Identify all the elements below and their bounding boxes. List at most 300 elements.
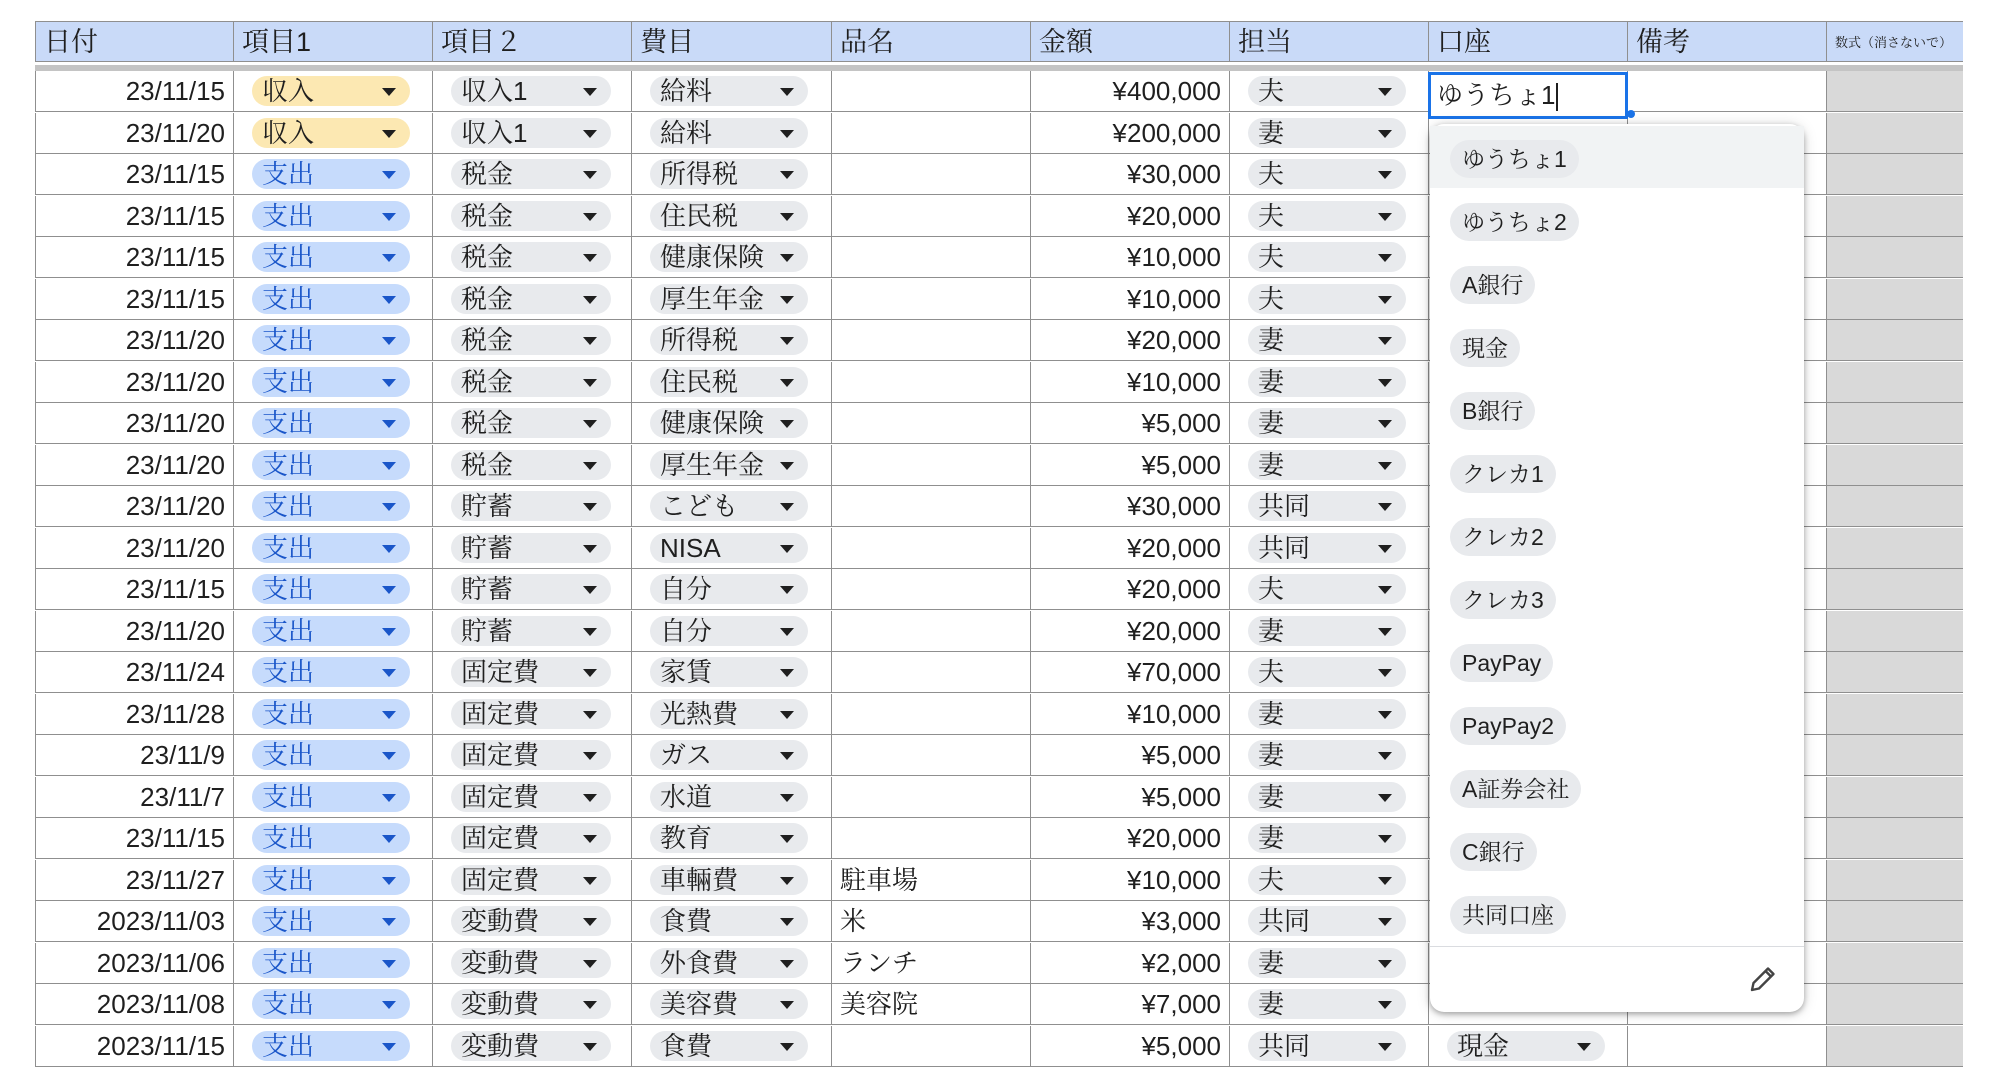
amount-cell[interactable]: ¥10,000 bbox=[1031, 860, 1230, 901]
date-cell[interactable]: 2023/11/08 bbox=[35, 984, 234, 1025]
formula-cell[interactable] bbox=[1827, 652, 1963, 693]
chevron-down-icon[interactable] bbox=[1378, 420, 1392, 428]
notes-cell[interactable] bbox=[1628, 1026, 1827, 1067]
item-cell[interactable] bbox=[632, 71, 832, 112]
chevron-down-icon[interactable] bbox=[583, 586, 597, 594]
type-cell[interactable] bbox=[234, 237, 433, 278]
person-cell[interactable] bbox=[1230, 154, 1429, 195]
item-chip[interactable] bbox=[650, 242, 808, 272]
name-cell[interactable]: ランチ bbox=[832, 943, 1031, 984]
header-formula[interactable]: 数式（消さないで） bbox=[1827, 21, 1963, 62]
name-cell[interactable] bbox=[832, 652, 1031, 693]
person-chip[interactable] bbox=[1248, 574, 1406, 604]
formula-cell[interactable] bbox=[1827, 860, 1963, 901]
amount-cell[interactable]: ¥3,000 bbox=[1031, 901, 1230, 942]
item-cell[interactable] bbox=[632, 445, 832, 486]
dropdown-option[interactable] bbox=[1430, 189, 1804, 251]
person-chip[interactable] bbox=[1248, 325, 1406, 355]
chevron-down-icon[interactable] bbox=[382, 835, 396, 843]
chevron-down-icon[interactable] bbox=[583, 420, 597, 428]
chevron-down-icon[interactable] bbox=[1378, 1043, 1392, 1051]
category-cell[interactable] bbox=[433, 860, 632, 901]
name-cell[interactable] bbox=[832, 320, 1031, 361]
item-chip[interactable] bbox=[650, 657, 808, 687]
date-cell[interactable]: 2023/11/03 bbox=[35, 901, 234, 942]
chevron-down-icon[interactable] bbox=[780, 586, 794, 594]
chevron-down-icon[interactable] bbox=[780, 296, 794, 304]
person-chip[interactable] bbox=[1248, 118, 1406, 148]
person-chip[interactable] bbox=[1248, 1031, 1406, 1061]
formula-cell[interactable] bbox=[1827, 818, 1963, 859]
chevron-down-icon[interactable] bbox=[780, 752, 794, 760]
chevron-down-icon[interactable] bbox=[780, 835, 794, 843]
dropdown-option[interactable] bbox=[1430, 504, 1804, 566]
dropdown-option[interactable] bbox=[1430, 882, 1804, 944]
category-chip[interactable] bbox=[451, 408, 611, 438]
chevron-down-icon[interactable] bbox=[1378, 503, 1392, 511]
item-chip[interactable] bbox=[650, 284, 808, 314]
person-cell[interactable] bbox=[1230, 569, 1429, 610]
person-chip[interactable] bbox=[1248, 491, 1406, 521]
chevron-down-icon[interactable] bbox=[780, 960, 794, 968]
type-chip[interactable] bbox=[252, 367, 410, 397]
formula-cell[interactable] bbox=[1827, 403, 1963, 444]
type-cell[interactable] bbox=[234, 1026, 433, 1067]
chevron-down-icon[interactable] bbox=[382, 586, 396, 594]
type-chip[interactable] bbox=[252, 159, 410, 189]
item-chip[interactable] bbox=[650, 574, 808, 604]
date-cell[interactable]: 23/11/15 bbox=[35, 237, 234, 278]
type-cell[interactable] bbox=[234, 694, 433, 735]
formula-cell[interactable] bbox=[1827, 445, 1963, 486]
person-cell[interactable] bbox=[1230, 1026, 1429, 1067]
dropdown-option[interactable] bbox=[1430, 126, 1804, 188]
pencil-icon[interactable] bbox=[1746, 962, 1780, 996]
chevron-down-icon[interactable] bbox=[382, 877, 396, 885]
category-cell[interactable] bbox=[433, 237, 632, 278]
date-cell[interactable]: 23/11/15 bbox=[35, 569, 234, 610]
name-cell[interactable] bbox=[832, 196, 1031, 237]
chevron-down-icon[interactable] bbox=[583, 130, 597, 138]
type-chip[interactable] bbox=[252, 823, 410, 853]
amount-cell[interactable]: ¥5,000 bbox=[1031, 777, 1230, 818]
category-cell[interactable] bbox=[433, 320, 632, 361]
chevron-down-icon[interactable] bbox=[382, 296, 396, 304]
item-chip[interactable] bbox=[650, 989, 808, 1019]
item-cell[interactable] bbox=[632, 901, 832, 942]
item-chip[interactable] bbox=[650, 201, 808, 231]
type-chip[interactable] bbox=[252, 533, 410, 563]
name-cell[interactable] bbox=[832, 569, 1031, 610]
chevron-down-icon[interactable] bbox=[1378, 379, 1392, 387]
formula-cell[interactable] bbox=[1827, 984, 1963, 1025]
formula-cell[interactable] bbox=[1827, 611, 1963, 652]
chevron-down-icon[interactable] bbox=[780, 462, 794, 470]
category-chip[interactable] bbox=[451, 1031, 611, 1061]
account-cell[interactable] bbox=[1429, 1026, 1628, 1067]
item-chip[interactable] bbox=[650, 823, 808, 853]
category-chip[interactable] bbox=[451, 948, 611, 978]
dropdown-option[interactable] bbox=[1430, 441, 1804, 503]
chevron-down-icon[interactable] bbox=[1378, 1001, 1392, 1009]
chevron-down-icon[interactable] bbox=[1378, 794, 1392, 802]
category-chip[interactable] bbox=[451, 906, 611, 936]
name-cell[interactable] bbox=[832, 818, 1031, 859]
item-chip[interactable] bbox=[650, 740, 808, 770]
chevron-down-icon[interactable] bbox=[1378, 711, 1392, 719]
chevron-down-icon[interactable] bbox=[583, 918, 597, 926]
name-cell[interactable] bbox=[832, 1026, 1031, 1067]
dropdown-option[interactable] bbox=[1430, 378, 1804, 440]
name-cell[interactable] bbox=[832, 403, 1031, 444]
category-cell[interactable] bbox=[433, 818, 632, 859]
dropdown-option[interactable] bbox=[1430, 693, 1804, 755]
date-cell[interactable]: 23/11/7 bbox=[35, 777, 234, 818]
item-chip[interactable] bbox=[650, 325, 808, 355]
category-cell[interactable] bbox=[433, 486, 632, 527]
person-cell[interactable] bbox=[1230, 528, 1429, 569]
type-cell[interactable] bbox=[234, 196, 433, 237]
header-category[interactable]: 項目２ bbox=[433, 21, 632, 62]
person-chip[interactable] bbox=[1248, 906, 1406, 936]
chevron-down-icon[interactable] bbox=[583, 462, 597, 470]
type-chip[interactable] bbox=[252, 201, 410, 231]
category-cell[interactable] bbox=[433, 445, 632, 486]
chevron-down-icon[interactable] bbox=[382, 711, 396, 719]
person-cell[interactable] bbox=[1230, 818, 1429, 859]
person-cell[interactable] bbox=[1230, 71, 1429, 112]
type-chip[interactable] bbox=[252, 616, 410, 646]
date-cell[interactable]: 23/11/15 bbox=[35, 818, 234, 859]
name-cell[interactable]: 駐車場 bbox=[832, 860, 1031, 901]
category-chip[interactable] bbox=[451, 76, 611, 106]
type-cell[interactable] bbox=[234, 279, 433, 320]
name-cell[interactable] bbox=[832, 154, 1031, 195]
type-cell[interactable] bbox=[234, 735, 433, 776]
date-cell[interactable]: 23/11/15 bbox=[35, 154, 234, 195]
item-cell[interactable] bbox=[632, 320, 832, 361]
chevron-down-icon[interactable] bbox=[382, 628, 396, 636]
item-chip[interactable] bbox=[650, 782, 808, 812]
chevron-down-icon[interactable] bbox=[382, 254, 396, 262]
person-cell[interactable] bbox=[1230, 320, 1429, 361]
category-cell[interactable] bbox=[433, 196, 632, 237]
person-chip[interactable] bbox=[1248, 989, 1406, 1019]
category-chip[interactable] bbox=[451, 201, 611, 231]
chevron-down-icon[interactable] bbox=[583, 628, 597, 636]
chevron-down-icon[interactable] bbox=[583, 296, 597, 304]
category-chip[interactable] bbox=[451, 699, 611, 729]
amount-cell[interactable]: ¥20,000 bbox=[1031, 818, 1230, 859]
item-cell[interactable] bbox=[632, 652, 832, 693]
chevron-down-icon[interactable] bbox=[382, 669, 396, 677]
date-cell[interactable]: 23/11/20 bbox=[35, 528, 234, 569]
formula-cell[interactable] bbox=[1827, 320, 1963, 361]
amount-cell[interactable]: ¥70,000 bbox=[1031, 652, 1230, 693]
category-cell[interactable] bbox=[433, 113, 632, 154]
formula-cell[interactable] bbox=[1827, 113, 1963, 154]
formula-cell[interactable] bbox=[1827, 237, 1963, 278]
person-cell[interactable] bbox=[1230, 279, 1429, 320]
formula-cell[interactable] bbox=[1827, 279, 1963, 320]
chevron-down-icon[interactable] bbox=[382, 794, 396, 802]
category-chip[interactable] bbox=[451, 989, 611, 1019]
person-chip[interactable] bbox=[1248, 284, 1406, 314]
chevron-down-icon[interactable] bbox=[583, 1043, 597, 1051]
date-cell[interactable]: 2023/11/06 bbox=[35, 943, 234, 984]
header-date[interactable]: 日付 bbox=[35, 21, 234, 62]
person-chip[interactable] bbox=[1248, 740, 1406, 770]
formula-cell[interactable] bbox=[1827, 943, 1963, 984]
person-cell[interactable] bbox=[1230, 652, 1429, 693]
person-cell[interactable] bbox=[1230, 113, 1429, 154]
amount-cell[interactable]: ¥20,000 bbox=[1031, 320, 1230, 361]
chevron-down-icon[interactable] bbox=[780, 1043, 794, 1051]
chevron-down-icon[interactable] bbox=[780, 711, 794, 719]
name-cell[interactable] bbox=[832, 528, 1031, 569]
category-chip[interactable] bbox=[451, 616, 611, 646]
chevron-down-icon[interactable] bbox=[382, 1043, 396, 1051]
type-cell[interactable] bbox=[234, 569, 433, 610]
type-cell[interactable] bbox=[234, 528, 433, 569]
type-chip[interactable] bbox=[252, 325, 410, 355]
amount-cell[interactable]: ¥20,000 bbox=[1031, 196, 1230, 237]
type-chip[interactable] bbox=[252, 782, 410, 812]
category-cell[interactable] bbox=[433, 569, 632, 610]
chevron-down-icon[interactable] bbox=[583, 794, 597, 802]
category-cell[interactable] bbox=[433, 71, 632, 112]
amount-cell[interactable]: ¥400,000 bbox=[1031, 71, 1230, 112]
category-cell[interactable] bbox=[433, 943, 632, 984]
name-cell[interactable] bbox=[832, 735, 1031, 776]
amount-cell[interactable]: ¥10,000 bbox=[1031, 694, 1230, 735]
chevron-down-icon[interactable] bbox=[780, 545, 794, 553]
amount-cell[interactable]: ¥200,000 bbox=[1031, 113, 1230, 154]
item-chip[interactable] bbox=[650, 408, 808, 438]
item-chip[interactable] bbox=[650, 76, 808, 106]
person-cell[interactable] bbox=[1230, 984, 1429, 1025]
amount-cell[interactable]: ¥5,000 bbox=[1031, 735, 1230, 776]
person-chip[interactable] bbox=[1248, 76, 1406, 106]
amount-cell[interactable]: ¥30,000 bbox=[1031, 154, 1230, 195]
type-chip[interactable] bbox=[252, 948, 410, 978]
chevron-down-icon[interactable] bbox=[780, 88, 794, 96]
chevron-down-icon[interactable] bbox=[1378, 545, 1392, 553]
item-cell[interactable] bbox=[632, 528, 832, 569]
type-cell[interactable] bbox=[234, 486, 433, 527]
chevron-down-icon[interactable] bbox=[583, 960, 597, 968]
person-cell[interactable] bbox=[1230, 943, 1429, 984]
chevron-down-icon[interactable] bbox=[780, 918, 794, 926]
name-cell[interactable] bbox=[832, 237, 1031, 278]
type-cell[interactable] bbox=[234, 984, 433, 1025]
item-cell[interactable] bbox=[632, 279, 832, 320]
type-cell[interactable] bbox=[234, 71, 433, 112]
type-chip[interactable] bbox=[252, 491, 410, 521]
type-cell[interactable] bbox=[234, 445, 433, 486]
category-cell[interactable] bbox=[433, 611, 632, 652]
dropdown-option[interactable] bbox=[1430, 567, 1804, 629]
type-cell[interactable] bbox=[234, 113, 433, 154]
type-cell[interactable] bbox=[234, 860, 433, 901]
person-chip[interactable] bbox=[1248, 408, 1406, 438]
chevron-down-icon[interactable] bbox=[1378, 835, 1392, 843]
person-cell[interactable] bbox=[1230, 611, 1429, 652]
type-cell[interactable] bbox=[234, 943, 433, 984]
name-cell[interactable]: 美容院 bbox=[832, 984, 1031, 1025]
person-cell[interactable] bbox=[1230, 694, 1429, 735]
date-cell[interactable]: 23/11/20 bbox=[35, 403, 234, 444]
chevron-down-icon[interactable] bbox=[583, 337, 597, 345]
chevron-down-icon[interactable] bbox=[382, 337, 396, 345]
item-cell[interactable] bbox=[632, 860, 832, 901]
category-chip[interactable] bbox=[451, 657, 611, 687]
type-cell[interactable] bbox=[234, 818, 433, 859]
name-cell[interactable] bbox=[832, 777, 1031, 818]
header-name[interactable]: 品名 bbox=[832, 21, 1031, 62]
item-chip[interactable] bbox=[650, 450, 808, 480]
date-cell[interactable]: 23/11/20 bbox=[35, 486, 234, 527]
type-chip[interactable] bbox=[252, 699, 410, 729]
type-cell[interactable] bbox=[234, 777, 433, 818]
formula-cell[interactable] bbox=[1827, 154, 1963, 195]
date-cell[interactable]: 23/11/15 bbox=[35, 279, 234, 320]
chevron-down-icon[interactable] bbox=[780, 1001, 794, 1009]
person-cell[interactable] bbox=[1230, 901, 1429, 942]
account-cell-editor[interactable] bbox=[1428, 72, 1628, 119]
category-cell[interactable] bbox=[433, 984, 632, 1025]
chevron-down-icon[interactable] bbox=[1378, 960, 1392, 968]
date-cell[interactable]: 23/11/28 bbox=[35, 694, 234, 735]
item-cell[interactable] bbox=[632, 1026, 832, 1067]
chevron-down-icon[interactable] bbox=[382, 545, 396, 553]
formula-cell[interactable] bbox=[1827, 1026, 1963, 1067]
item-chip[interactable] bbox=[650, 948, 808, 978]
chevron-down-icon[interactable] bbox=[1378, 669, 1392, 677]
category-chip[interactable] bbox=[451, 159, 611, 189]
chevron-down-icon[interactable] bbox=[382, 171, 396, 179]
date-cell[interactable]: 23/11/15 bbox=[35, 71, 234, 112]
chevron-down-icon[interactable] bbox=[1378, 752, 1392, 760]
chevron-down-icon[interactable] bbox=[382, 379, 396, 387]
category-cell[interactable] bbox=[433, 362, 632, 403]
type-cell[interactable] bbox=[234, 611, 433, 652]
person-cell[interactable] bbox=[1230, 237, 1429, 278]
item-cell[interactable] bbox=[632, 113, 832, 154]
chevron-down-icon[interactable] bbox=[583, 669, 597, 677]
item-chip[interactable] bbox=[650, 533, 808, 563]
category-chip[interactable] bbox=[451, 242, 611, 272]
type-chip[interactable] bbox=[252, 865, 410, 895]
person-cell[interactable] bbox=[1230, 196, 1429, 237]
type-chip[interactable] bbox=[252, 989, 410, 1019]
person-chip[interactable] bbox=[1248, 450, 1406, 480]
person-chip[interactable] bbox=[1248, 948, 1406, 978]
item-chip[interactable] bbox=[650, 118, 808, 148]
category-chip[interactable] bbox=[451, 782, 611, 812]
type-cell[interactable] bbox=[234, 403, 433, 444]
item-cell[interactable] bbox=[632, 237, 832, 278]
amount-cell[interactable]: ¥7,000 bbox=[1031, 984, 1230, 1025]
dropdown-option[interactable] bbox=[1430, 315, 1804, 377]
type-chip[interactable] bbox=[252, 657, 410, 687]
category-chip[interactable] bbox=[451, 450, 611, 480]
chevron-down-icon[interactable] bbox=[583, 545, 597, 553]
chevron-down-icon[interactable] bbox=[382, 213, 396, 221]
date-cell[interactable]: 23/11/20 bbox=[35, 113, 234, 154]
category-cell[interactable] bbox=[433, 901, 632, 942]
chevron-down-icon[interactable] bbox=[780, 130, 794, 138]
category-chip[interactable] bbox=[451, 325, 611, 355]
person-cell[interactable] bbox=[1230, 735, 1429, 776]
date-cell[interactable]: 23/11/24 bbox=[35, 652, 234, 693]
category-chip[interactable] bbox=[451, 367, 611, 397]
item-cell[interactable] bbox=[632, 569, 832, 610]
category-chip[interactable] bbox=[451, 491, 611, 521]
person-chip[interactable] bbox=[1248, 616, 1406, 646]
type-cell[interactable] bbox=[234, 362, 433, 403]
date-cell[interactable]: 23/11/20 bbox=[35, 362, 234, 403]
header-type[interactable]: 項目1 bbox=[234, 21, 433, 62]
chevron-down-icon[interactable] bbox=[1378, 296, 1392, 304]
person-chip[interactable] bbox=[1248, 159, 1406, 189]
formula-cell[interactable] bbox=[1827, 196, 1963, 237]
item-chip[interactable] bbox=[650, 1031, 808, 1061]
item-cell[interactable] bbox=[632, 984, 832, 1025]
chevron-down-icon[interactable] bbox=[1378, 628, 1392, 636]
formula-cell[interactable] bbox=[1827, 569, 1963, 610]
chevron-down-icon[interactable] bbox=[780, 794, 794, 802]
name-cell[interactable] bbox=[832, 113, 1031, 154]
selection-handle[interactable] bbox=[1627, 110, 1635, 118]
item-chip[interactable] bbox=[650, 699, 808, 729]
dropdown-option[interactable] bbox=[1430, 630, 1804, 692]
chevron-down-icon[interactable] bbox=[1378, 337, 1392, 345]
name-cell[interactable] bbox=[832, 611, 1031, 652]
type-chip[interactable] bbox=[252, 118, 410, 148]
person-chip[interactable] bbox=[1248, 782, 1406, 812]
item-cell[interactable] bbox=[632, 694, 832, 735]
person-chip[interactable] bbox=[1248, 367, 1406, 397]
type-cell[interactable] bbox=[234, 320, 433, 361]
formula-cell[interactable] bbox=[1827, 362, 1963, 403]
name-cell[interactable] bbox=[832, 71, 1031, 112]
type-chip[interactable] bbox=[252, 740, 410, 770]
item-cell[interactable] bbox=[632, 154, 832, 195]
chevron-down-icon[interactable] bbox=[780, 420, 794, 428]
category-chip[interactable] bbox=[451, 823, 611, 853]
item-chip[interactable] bbox=[650, 616, 808, 646]
item-cell[interactable] bbox=[632, 735, 832, 776]
category-chip[interactable] bbox=[451, 284, 611, 314]
chevron-down-icon[interactable] bbox=[583, 877, 597, 885]
header-amount[interactable]: 金額 bbox=[1031, 21, 1230, 62]
name-cell[interactable]: 米 bbox=[832, 901, 1031, 942]
category-chip[interactable] bbox=[451, 865, 611, 895]
person-cell[interactable] bbox=[1230, 486, 1429, 527]
category-cell[interactable] bbox=[433, 777, 632, 818]
formula-cell[interactable] bbox=[1827, 694, 1963, 735]
chevron-down-icon[interactable] bbox=[382, 752, 396, 760]
chevron-down-icon[interactable] bbox=[583, 213, 597, 221]
chevron-down-icon[interactable] bbox=[1378, 877, 1392, 885]
type-chip[interactable] bbox=[252, 450, 410, 480]
account-chip[interactable] bbox=[1447, 1031, 1605, 1061]
amount-cell[interactable]: ¥10,000 bbox=[1031, 279, 1230, 320]
person-cell[interactable] bbox=[1230, 860, 1429, 901]
person-chip[interactable] bbox=[1248, 699, 1406, 729]
item-cell[interactable] bbox=[632, 818, 832, 859]
